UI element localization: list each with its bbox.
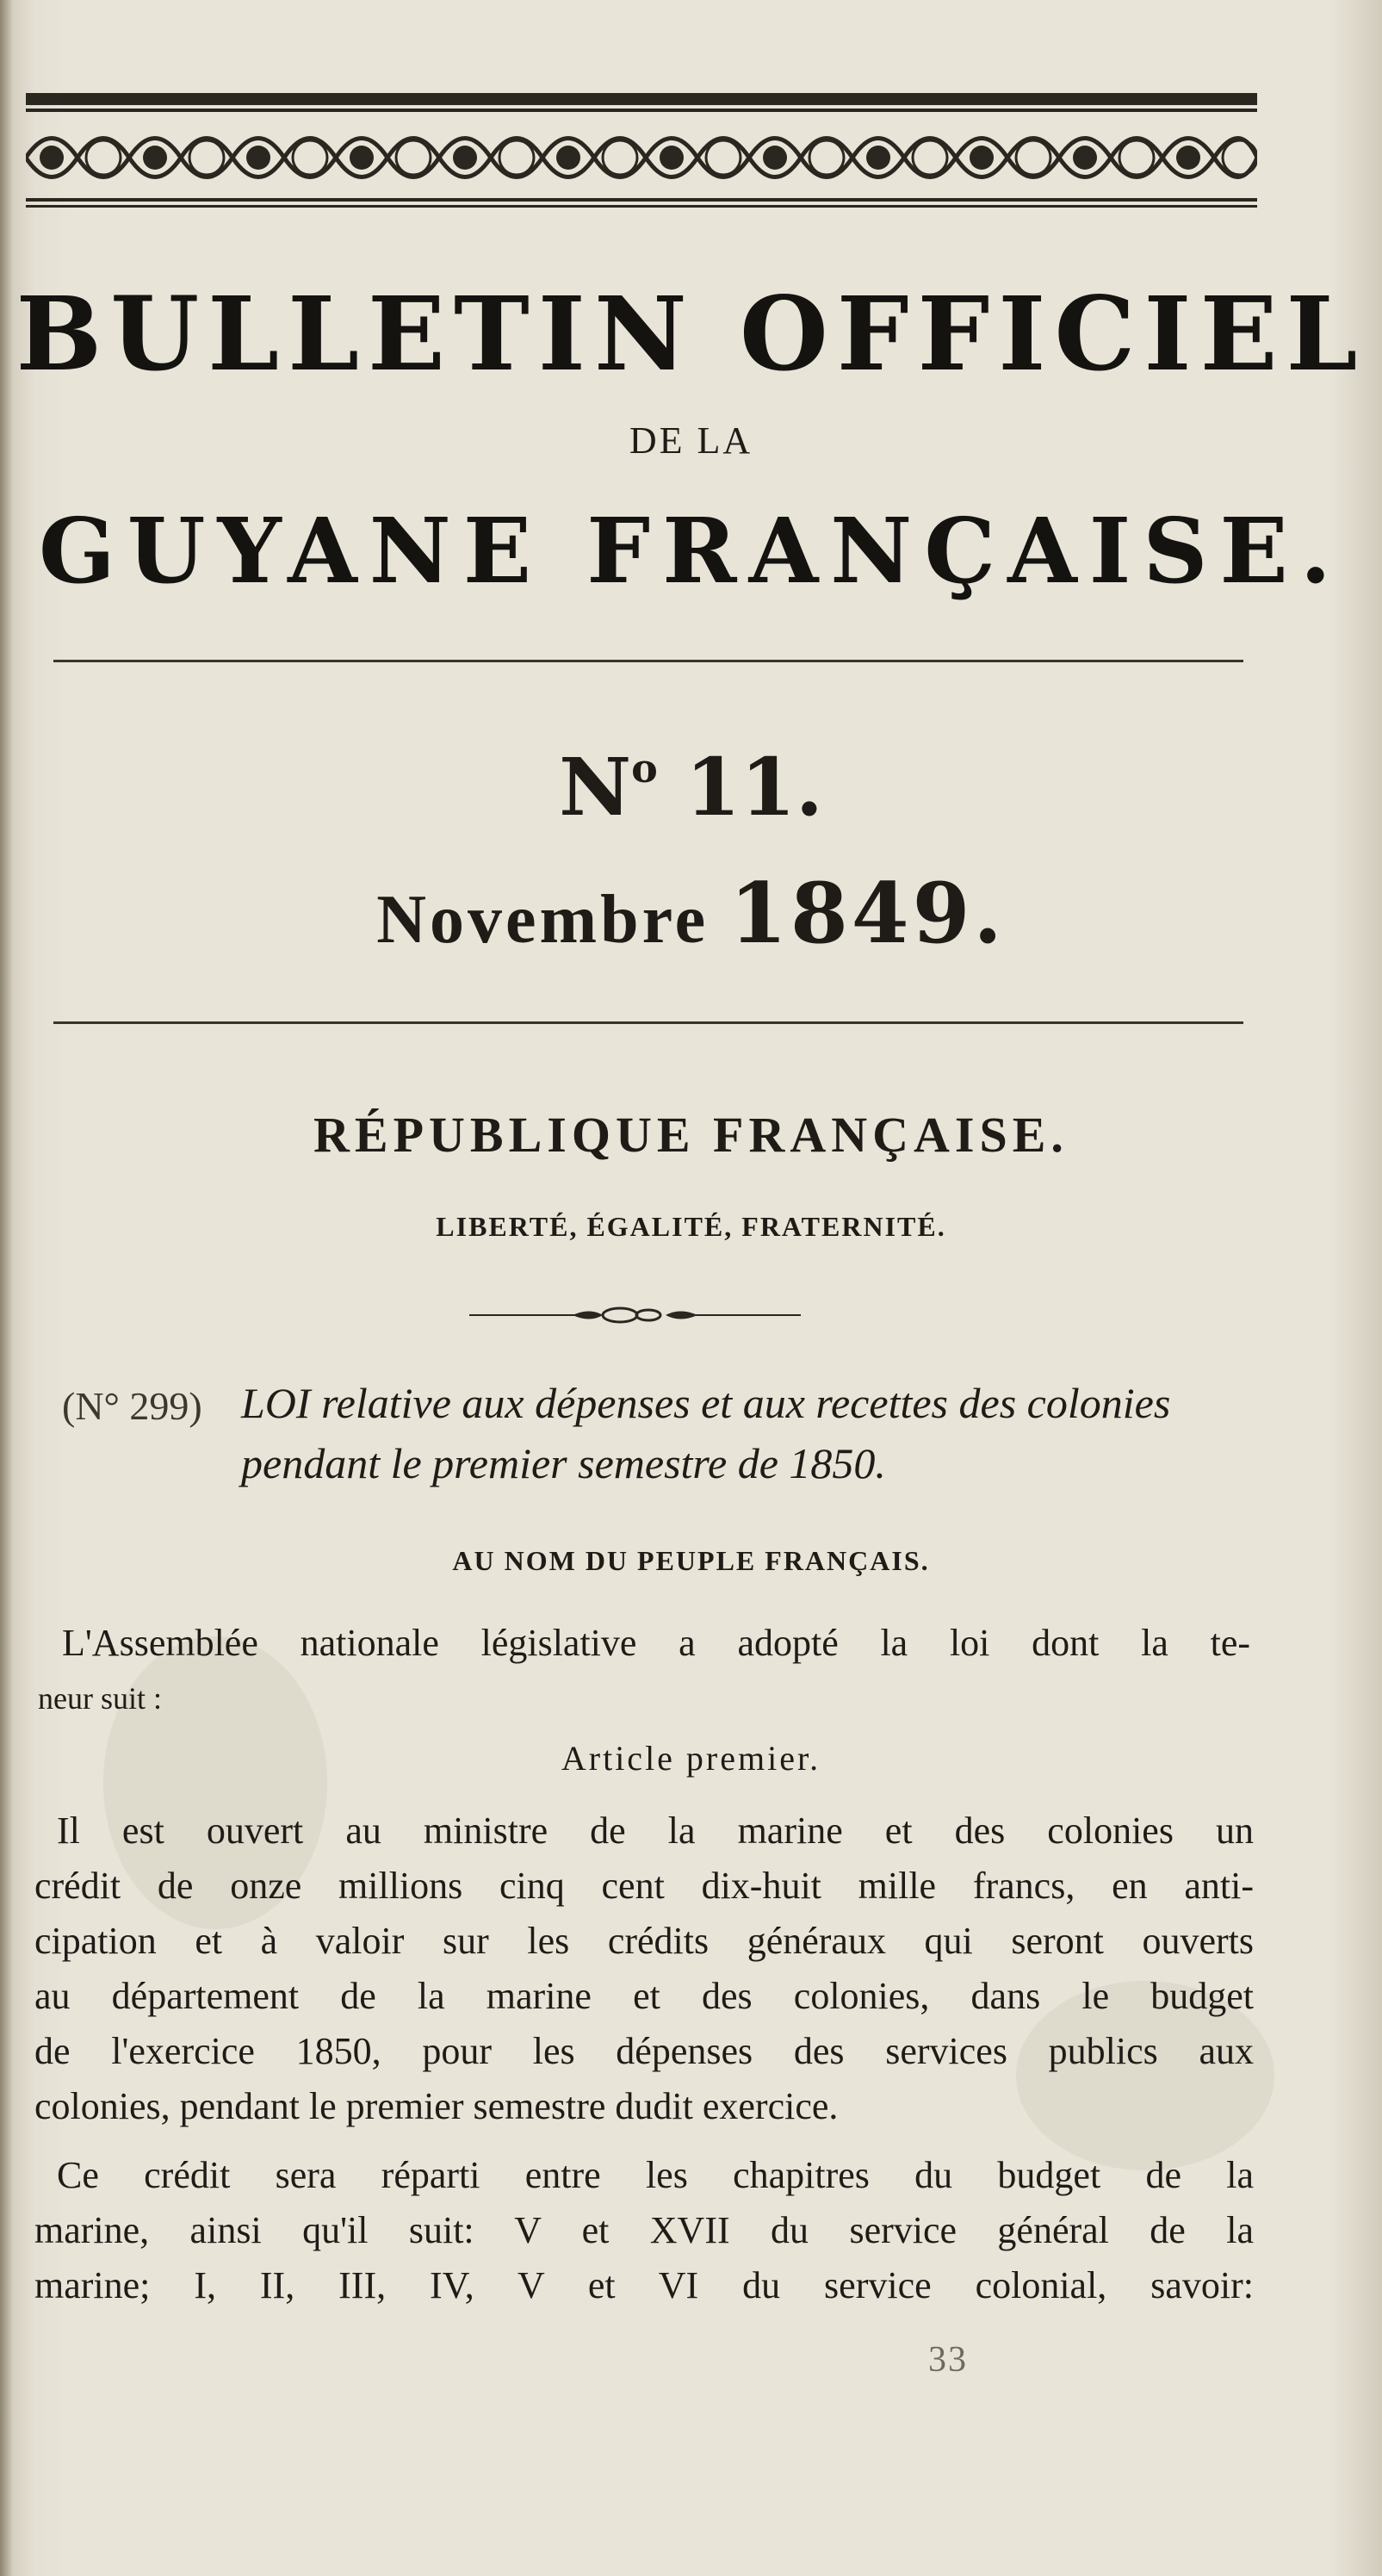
divider-rule — [53, 1021, 1243, 1024]
paragraph-line: Ce crédit sera réparti entre les chapitres du budget de la — [57, 2154, 1254, 2196]
issue-number-prefix: N — [559, 741, 632, 834]
title-connector: DE LA — [629, 419, 753, 462]
paragraph-line: marine; I, II, III, IV, V et VI du service colonial, savoir: — [34, 2264, 1254, 2306]
paragraph-line: marine, ainsi qu'il suit: V et XVII du service général de la — [34, 2209, 1254, 2251]
republic-heading: RÉPUBLIQUE FRANÇAISE. — [313, 1107, 1069, 1163]
law-title-line: pendant le premier semestre de 1850. — [241, 1439, 886, 1487]
paragraph-line: colonies, pendant le premier semestre dudit exercice. — [34, 2085, 839, 2127]
fleuron-divider — [469, 1302, 801, 1328]
paragraph-line: crédit de onze millions cinq cent dix-huit mille francs, en anti- — [34, 1865, 1254, 1907]
territory-title: GUYANE FRANÇAISE. — [38, 498, 1344, 604]
intro-line: L'Assemblée nationale législative a adopté la loi dont la te- — [62, 1622, 1250, 1664]
divider-rule — [53, 660, 1243, 662]
republic-motto: LIBERTÉ, ÉGALITÉ, FRATERNITÉ. — [436, 1211, 946, 1242]
paragraph-line: cipation et à valoir sur les crédits généraux qui seront ouverts — [34, 1920, 1254, 1962]
intro-line: neur suit : — [38, 1681, 162, 1716]
issue-month: Novembre — [376, 882, 710, 958]
ornamental-header-band — [26, 93, 1257, 209]
page-number: 33 — [928, 2340, 968, 2380]
bulletin-title: BULLETIN OFFICIEL — [15, 274, 1367, 394]
paragraph-line: au département de la marine et des colonies, dans le budget — [34, 1975, 1254, 2017]
issue-number-value: 11. — [685, 741, 823, 834]
article-heading: Article premier. — [561, 1739, 821, 1778]
issue-number — [0, 741, 1382, 834]
law-number: (N° 299) — [62, 1384, 202, 1428]
issue-date — [0, 865, 1382, 962]
issue-year: 1849. — [729, 865, 1006, 962]
issue-number-sup: o — [631, 745, 658, 791]
law-title-line: LOI relative aux dépenses et aux recettes des colonies — [241, 1379, 1171, 1427]
paragraph-line: Il est ouvert au ministre de la marine et des colonies un — [57, 1809, 1254, 1852]
paragraph-line: de l'exercice 1850, pour les dépenses des services publics aux — [34, 2030, 1254, 2072]
preamble: AU NOM DU PEUPLE FRANÇAIS. — [452, 1545, 930, 1576]
